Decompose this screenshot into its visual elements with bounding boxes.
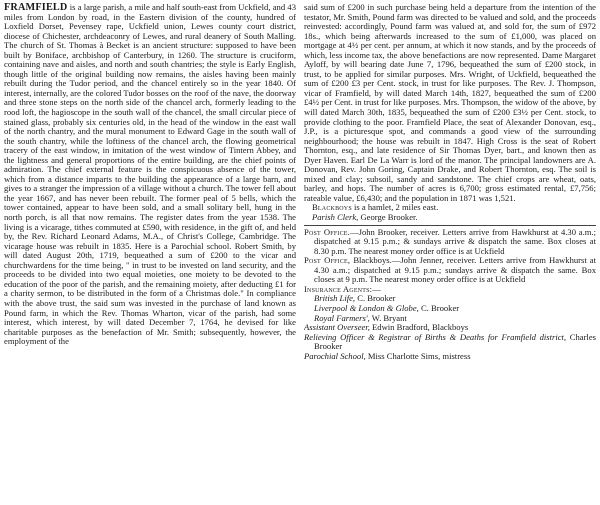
official-title: Parochial School, [304, 350, 366, 361]
official-name: Miss Charlotte Sims, mistress [365, 350, 471, 361]
framfield-body-text: is a large parish, a mile and half south-east from Uckfield, and 43 miles from London by road, in the Eastern division of the county, hundred of Loxfield Dorset, Pevensey rape, Uckfield union, Lewes county court district, diocese of Chichester, archdeaconry of Lewes, and rural deanery of South Malling. The church of St. Thomas à Becket is an ancient structure: supposed to have been built by Boniface, archbishop of Canterbury, in 1260. The structure is cruciform, containing nave and aisles, and north and south chantries; the style is Early English, though little of the original building now remains, the aisles having been mainly rebuilt during the Tudor period, and the chancel entirely so in the year 1840. Of interest, internally, are the colored Tudor bosses on the roof of the nave, the doorway and three stone steps on the north side of the chancel arch, formerly leading to the rood loft, the hagioscope in the south wall of the chancel, the small circular piece of stained glass, probably six centuries old, in the head of the window in the east wall of the north chantry, and the mural monument to Edward Gage in the south wall of the south chantry, while the loftiness of the chancel arch, the flowing geometrical tracery of the east window, in imitation of the west window of Tintern Abbey, and the lightness and general proportions of the entire building, are the chief points of admiration. The chief external feature is the conspicuous absence of the tower, which from a distance imparts to the building the appearance of a large barn, and gives to a stranger the impression of a village without a church. The tower fell about the year 1667, and has never been rebuilt. The former peal of 5 bells, which the tower contained, appear to have been sold, and a small solitary bell, hung in the north porch, is all that now remains. The register dates from the year 1538. The living is a vicarage, tithes commuted at £590, with residence, in the gift of, and held by, the Rev. Richard Leonard Adams, M.A., of Christ's College, Cambridge. The vicarage house was rebuilt in 1835. Here is a Parochial school. Robert Smith, by will dated August 20th, 1719, bequeathed a sum of £200 to the vicar and churchwardens for the time being, " in trust to be invested on land security, and the proceeds to be divided into two equal moieties, one moiety to be devoted to the education of the poor of the parish, and the remaining moiety, after deducting £1 for a charity sermon, to be distributed in the form of a Christmas dole." In compliance with the above trust, the said sum was invested in the purchase of land known as Pound farm, in which the Rev. Thomas Wharton, vicar of the parish, had some interest, which interest, by will dated December 7, 1764, he devised for like charitable purposes as the benefaction of Mr. Smith; subsequently, however, the employment of the [4, 3, 296, 347]
official-row [304, 333, 596, 352]
section-divider [304, 225, 596, 226]
parish-clerk-label: Parish Clerk, [312, 212, 359, 223]
entry-lead-word: FRAMFIELD [4, 3, 68, 13]
official-name: Charles Brooker [314, 331, 596, 352]
official-title: Relieving Officer & Registrar of Births & Deaths for Framfield district, [304, 331, 567, 342]
official-title: Assistant Overseer, [304, 322, 370, 333]
insurance-company: Liverpool & London & Globe, [314, 302, 419, 313]
post-office-label: Post Office. [304, 226, 350, 237]
framfield-continuation: said sum of £200 in such purchase being held a departure from the intention of the testator, Mr. Smith, Pound farm was directed to be valued and sold, and the proceeds reinvested: accordingly, Pound farm was valued at, and sold for, the sum of £972 18s., which being afterwards increased to the sum of £1,000, was placed on mortgage at 4½ per cent. per annum, at which it now stands, and by the proceeds of which, less income tax, the above benefactions are now represented. Dame Margaret Ayloff, by will bearing date June 7, 1796, bequeathed the sum of £200 stock, in trust, to be applied for similar purposes. Mrs. Wright, of Uckfield, bequeathed the sum of £200 £3 per Cent. stock, in trust for like purposes. The Rev. J. Thompson, vicar of Framfield, by will dated March 14th, 1827, bequeathed the sum of £200 £4½ per Cent. in trust for like purposes. Mrs. Thompson, the widow of the above, by will dated March 30th, 1835, bequeathed the sum of £200 £3½ per Cent. stock, to provide clothing to the poor. Framfield Place, the seat of Alexander Donovan, esq., J.P., is a picturesque spot, and commands a good view of the surrounding neighbourhood; the house was rebuilt in 1847. High Cross is the seat of Robert Thornton, esq., and late residence of Sir Thomas Dyer, bart., and known then as Dyer Haven. Earl De La Warr is lord of the manor. The principal landowners are A. Donovan, Rev. John Goring, Captain Drake, and Robert Thornton, esq. The soil is mixed and clay; subsoil, sandy and sandstone. The chief crops are wheat, oats, barley, and hops. The number of acres is 6,700; gross estimated rental, £7,756; rateable value, £6,430; and the population in 1871 was 1,521. [304, 3, 596, 203]
post-office-text: —John Brooker, receiver. Letters arrive from Hawkhurst at 4.30 a.m.; dispatched at 9.15 p.m.; & sundays arrive & dispatch the same. Box closes at 8.30 p.m. The nearest money order office is at Uckfield [314, 226, 596, 256]
right-column [304, 3, 596, 505]
post-office-entry [304, 228, 596, 257]
insurance-company: Royal Farmers', [314, 312, 370, 323]
left-column [4, 3, 296, 505]
official-name: Edwin Bradford, Blackboys [369, 322, 469, 333]
insurance-company: British Life, [314, 293, 356, 304]
framfield-paragraph [4, 3, 296, 347]
insurance-agent: C. Brooker [418, 302, 460, 313]
post-office-blackboys-text: Blackboys.—John Jenner, receiver. Letters arrive from Hawkhurst at 4.30 a.m.; dispatched at 9.15 p.m.; sundays arrive & dispatch the same. Box closes at 9 p.m. The nearest money order office is at Uckfield [314, 255, 596, 285]
insurance-agents-label: Insurance Agents:— [304, 283, 381, 294]
post-office-blackboys-label: Post Office, [304, 255, 351, 266]
insurance-agent: W. Bryant [369, 312, 407, 323]
blackboys-name: Blackboys [312, 202, 352, 213]
post-office-blackboys-entry [304, 256, 596, 285]
blackboys-text: is a hamlet, 2 miles east. [351, 202, 439, 213]
parish-clerk-entry [304, 213, 596, 223]
parish-clerk-value: George Brooker. [358, 212, 418, 223]
official-row [304, 352, 596, 362]
insurance-agent: C. Brooker [355, 293, 396, 304]
